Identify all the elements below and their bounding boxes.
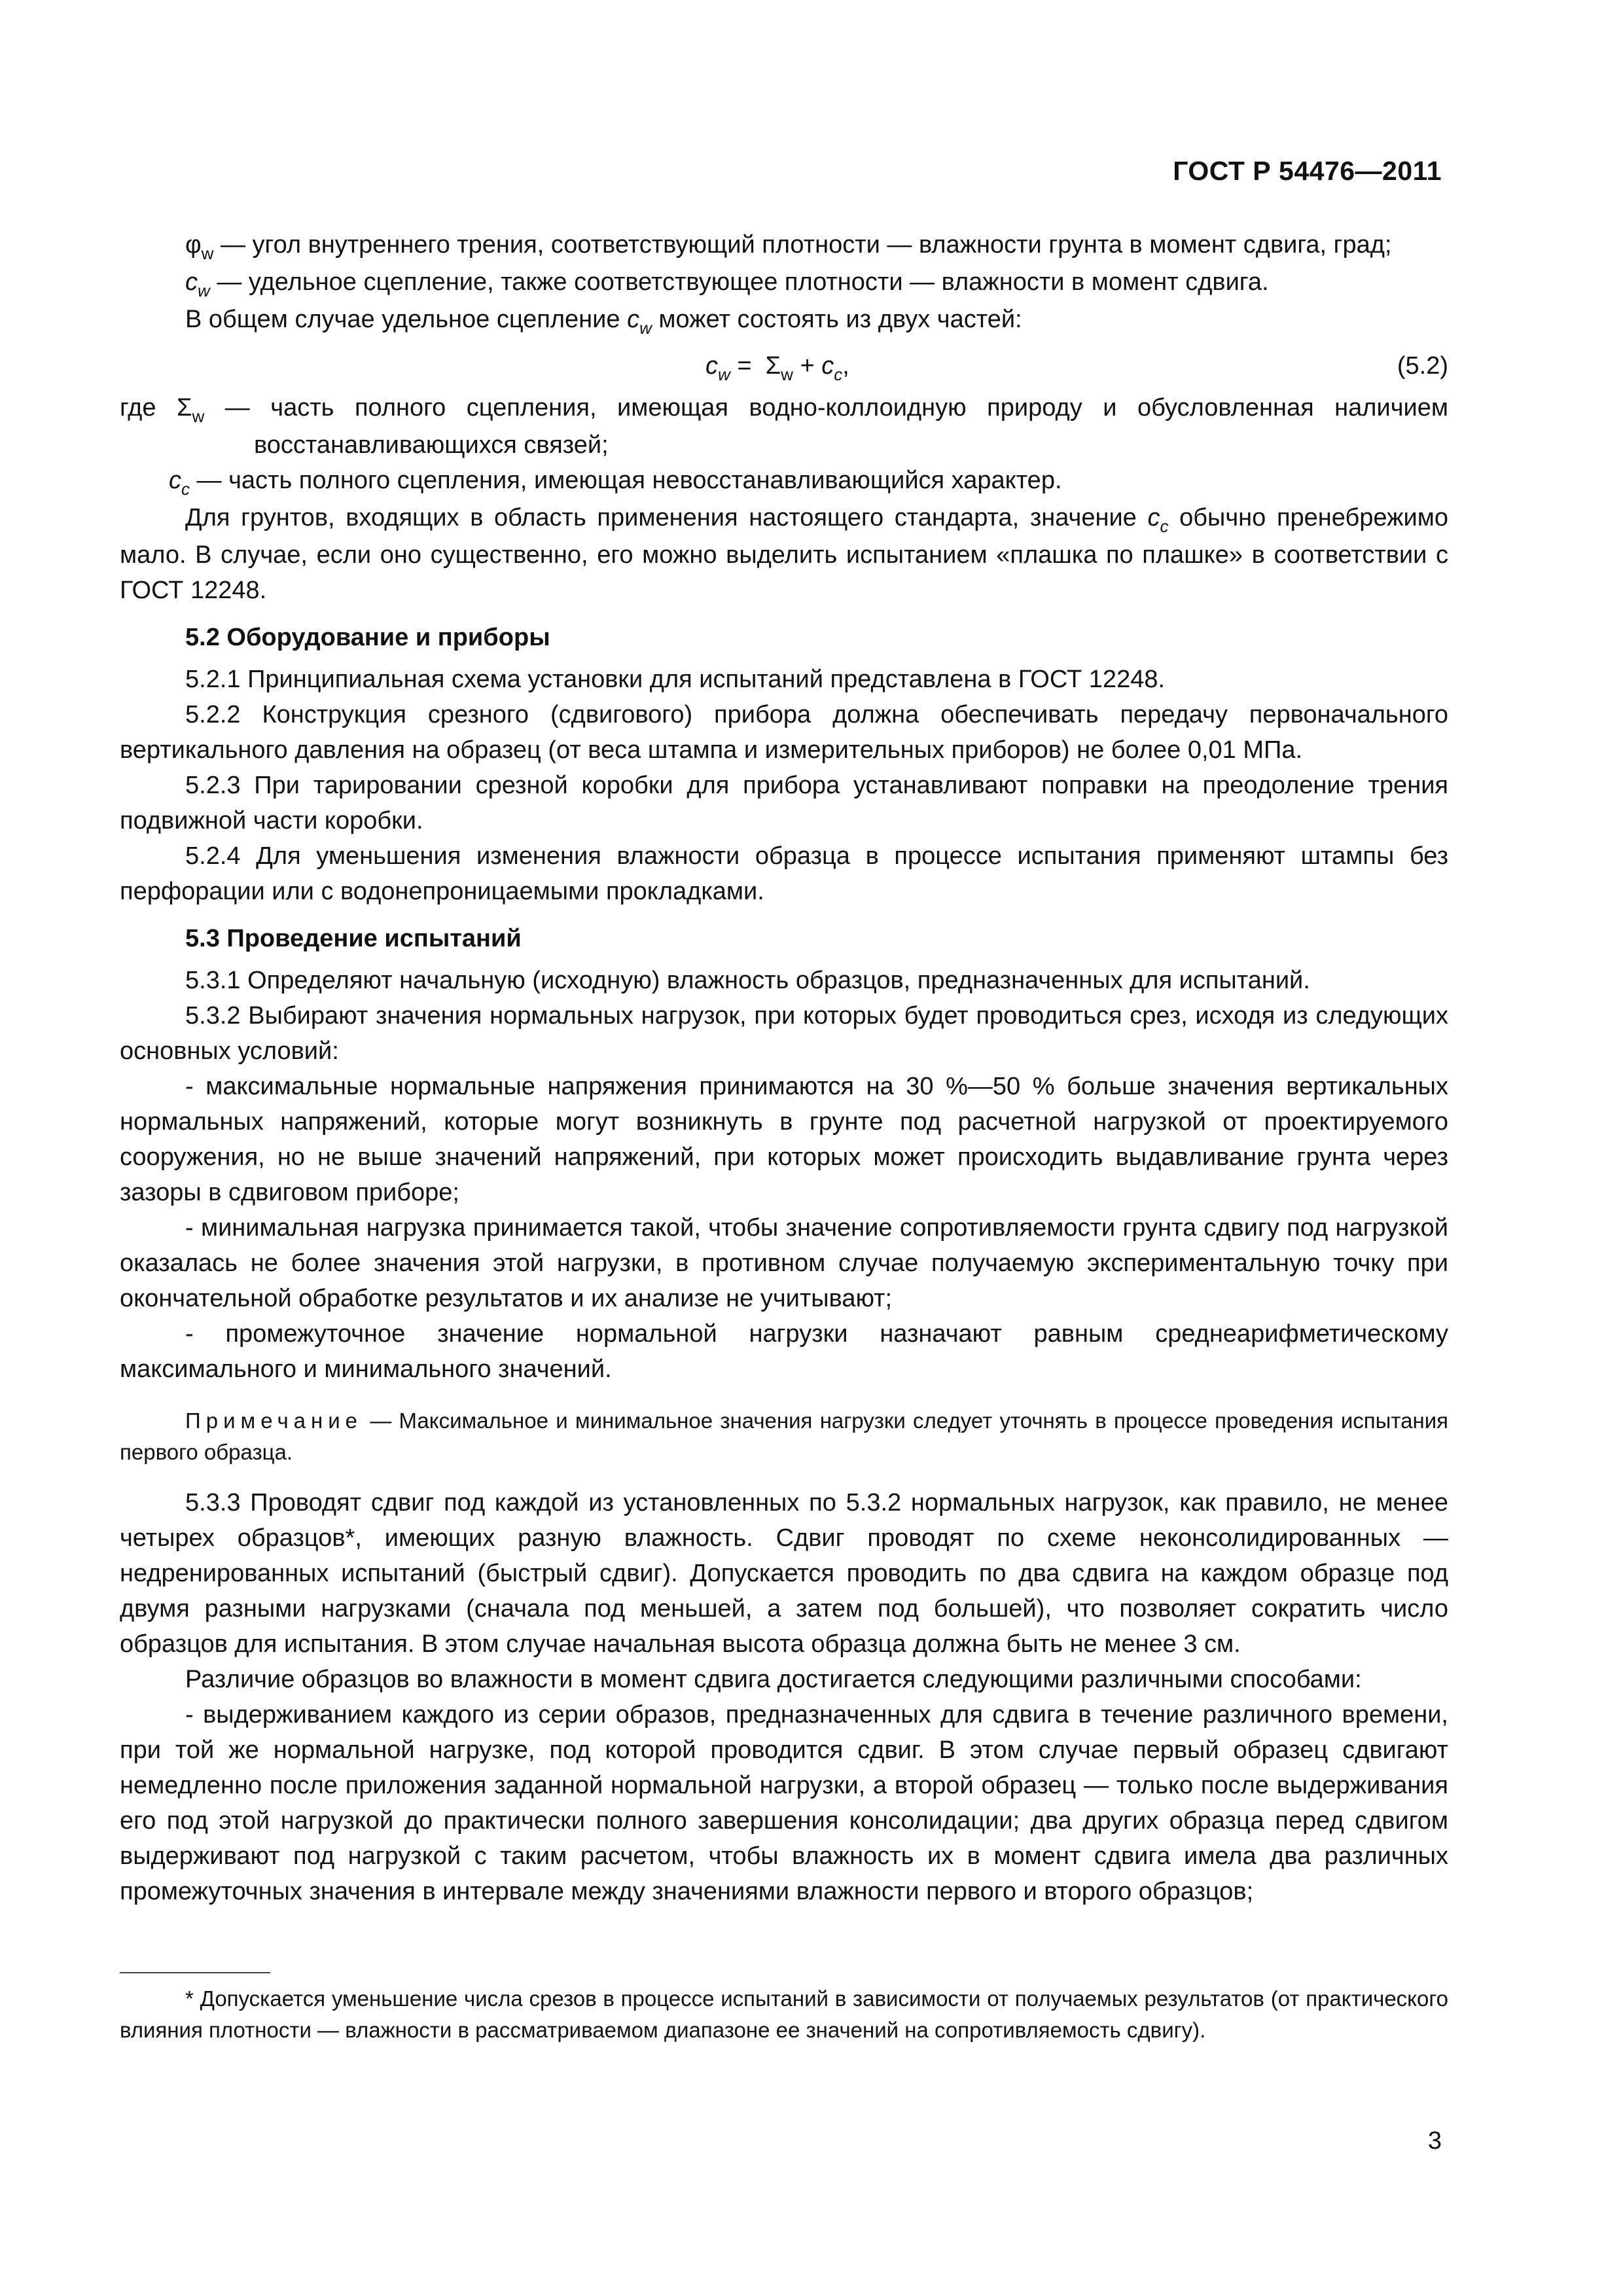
definition-c: $c_w$ — удельное сцепление, также соответствующее плотности — влажности в момент сдвига. bbox=[185, 268, 1269, 300]
paragraph-5-2-2: 5.2.2 Конструкция срезного (сдвигового) прибора должна обеспечивать передачу первоначального вертикального давления на образец (от веса штампа и измерительных приборов) не более 0,01 МПа. bbox=[120, 701, 1448, 764]
definition-phi: $\varphi_w$ — угол внутреннего трения, соответствующий плотности — влажности грунта в момент сдвига, град; bbox=[185, 231, 1392, 263]
paragraph-5-2-1: 5.2.1 Принципиальная схема установки для испытаний представлена в ГОСТ 12248. bbox=[185, 666, 1166, 693]
paragraph-5-3-1: 5.3.1 Определяют начальную (исходную) влажность образцов, предназначенных для испытаний. bbox=[185, 967, 1310, 994]
note bbox=[120, 1405, 1448, 1468]
formula-number: (5.2) bbox=[1397, 352, 1448, 380]
document-body bbox=[120, 227, 1448, 1909]
symbol-c-c: $c_c$ bbox=[1147, 504, 1169, 536]
symbol-c-w: $c_w$ bbox=[627, 306, 652, 338]
note-text: — Максимальное и минимальное значения нагрузки следует уточнять в процессе проведения испытания первого образца. bbox=[120, 1408, 1448, 1464]
list-item-holding: - выдерживанием каждого из серии образов, предназначенных для сдвига в течение различного времени, при той же нормальной нагрузке, под которой проводится сдвиг. В этом случае первый образец сдвигают немедленно после приложения заданной нормальной нагрузки, а второй образец — только после выдерживания его под этой нагрузкой до практически полного завершения консолидации; два других образца перед сдвигом выдерживают под нагрузкой с таким расчетом, чтобы влажность их в момент сдвига имела два различных промежуточных значения в интервале между значениями влажности первого и второго образцов; bbox=[120, 1701, 1448, 1905]
footnote: * Допускается уменьшение числа срезов в процессе испытаний в зависимости от получаемых результатов (от практического влияния плотности — влажности в рассматриваемом диапазоне ее значений на сопротивляемость сдвигу). bbox=[120, 1986, 1448, 2042]
paragraph-5-2-3: 5.2.3 При тарировании срезной коробки для прибора устанавливают поправки на преодоление трения подвижной части коробки. bbox=[120, 772, 1448, 834]
paragraph-general-case: В общем случае удельное сцепление $c_w$ может состоять из двух частей: bbox=[185, 306, 1022, 338]
symbol-c-w: $c_w$ bbox=[185, 268, 210, 300]
list-item-max-stress: - максимальные нормальные напряжения принимаются на 30 %—50 % больше значения вертикальных нормальных напряжений, которые могут возникнуть в грунте под расчетной нагрузкой от проектируемого сооружения, но не выше значений напряжений, при которых может происходить выдавливание грунта через зазоры в сдвиговом приборе; bbox=[120, 1073, 1448, 1206]
footnote-divider bbox=[120, 1972, 270, 1973]
note-label: Примечание bbox=[185, 1408, 363, 1433]
section-heading-5-3: 5.3 Проведение испытаний bbox=[185, 925, 522, 952]
page-number: 3 bbox=[1427, 2127, 1442, 2155]
formula-expression: $c_w = \Sigma_w + c_c$, bbox=[705, 352, 849, 384]
paragraph-soils: Для грунтов, входящих в область применения настоящего стандарта, значение $c_c$ обычно пренебрежимо мало. В случае, если оно существенно, его можно выделить испытанием «плашка по плашке» в соответствии с ГОСТ 12248. bbox=[120, 504, 1448, 604]
list-item-min-load: - минимальная нагрузка принимается такой, чтобы значение сопротивляемости грунта сдвигу под нагрузкой оказалась не более значения этой нагрузки, в противном случае получаемую экспериментальную точку при окончательной обработке результатов и их анализе не учитывают; bbox=[120, 1214, 1448, 1312]
formula-5-2 bbox=[120, 348, 1448, 384]
symbol-c-c: $c_c$ bbox=[169, 467, 190, 499]
paragraph-moisture-difference: Различие образцов во влажности в момент сдвига достигается следующими различными способами: bbox=[185, 1666, 1362, 1693]
paragraph-5-3-3: 5.3.3 Проводят сдвиг под каждой из установленных по 5.3.2 нормальных нагрузок, как правило, не менее четырех образцов*, имеющих разную влажность. Сдвиг проводят по схеме неконсолидированных — недренированных испытаний (быстрый сдвиг). Допускается проводить по два сдвига на каждом образце под двумя разными нагрузками (сначала под меньшей, а затем под большей), что позволяет сократить число образцов для испытания. В этом случае начальная высота образца должна быть не менее 3 см. bbox=[120, 1489, 1448, 1658]
section-heading-5-2: 5.2 Оборудование и приборы bbox=[185, 624, 550, 651]
where-cc: $c_c$ — часть полного сцепления, имеющая невосстанавливающийся характер. bbox=[169, 467, 1062, 499]
document-header: ГОСТ Р 54476—2011 bbox=[1173, 156, 1442, 186]
symbol-sigma-w: $\Sigma_w$ bbox=[176, 394, 205, 426]
symbol-phi-w: $\varphi_w$ bbox=[185, 231, 214, 263]
paragraph-5-3-2: 5.3.2 Выбирают значения нормальных нагрузок, при которых будет проводиться срез, исходя из следующих основных условий: bbox=[120, 1002, 1448, 1065]
where-sigma: где $\Sigma_w$ — часть полного сцепления, имеющая водно-коллоидную природу и обусловленная наличием восстанавливающихся связей; bbox=[120, 394, 1448, 459]
list-item-intermediate-load: - промежуточное значение нормальной нагрузки назначают равным среднеарифметическому максимального и минимального значений. bbox=[120, 1320, 1448, 1383]
paragraph-5-2-4: 5.2.4 Для уменьшения изменения влажности образца в процессе испытания применяют штампы без перфорации или с водонепроницаемыми прокладками. bbox=[120, 842, 1448, 905]
